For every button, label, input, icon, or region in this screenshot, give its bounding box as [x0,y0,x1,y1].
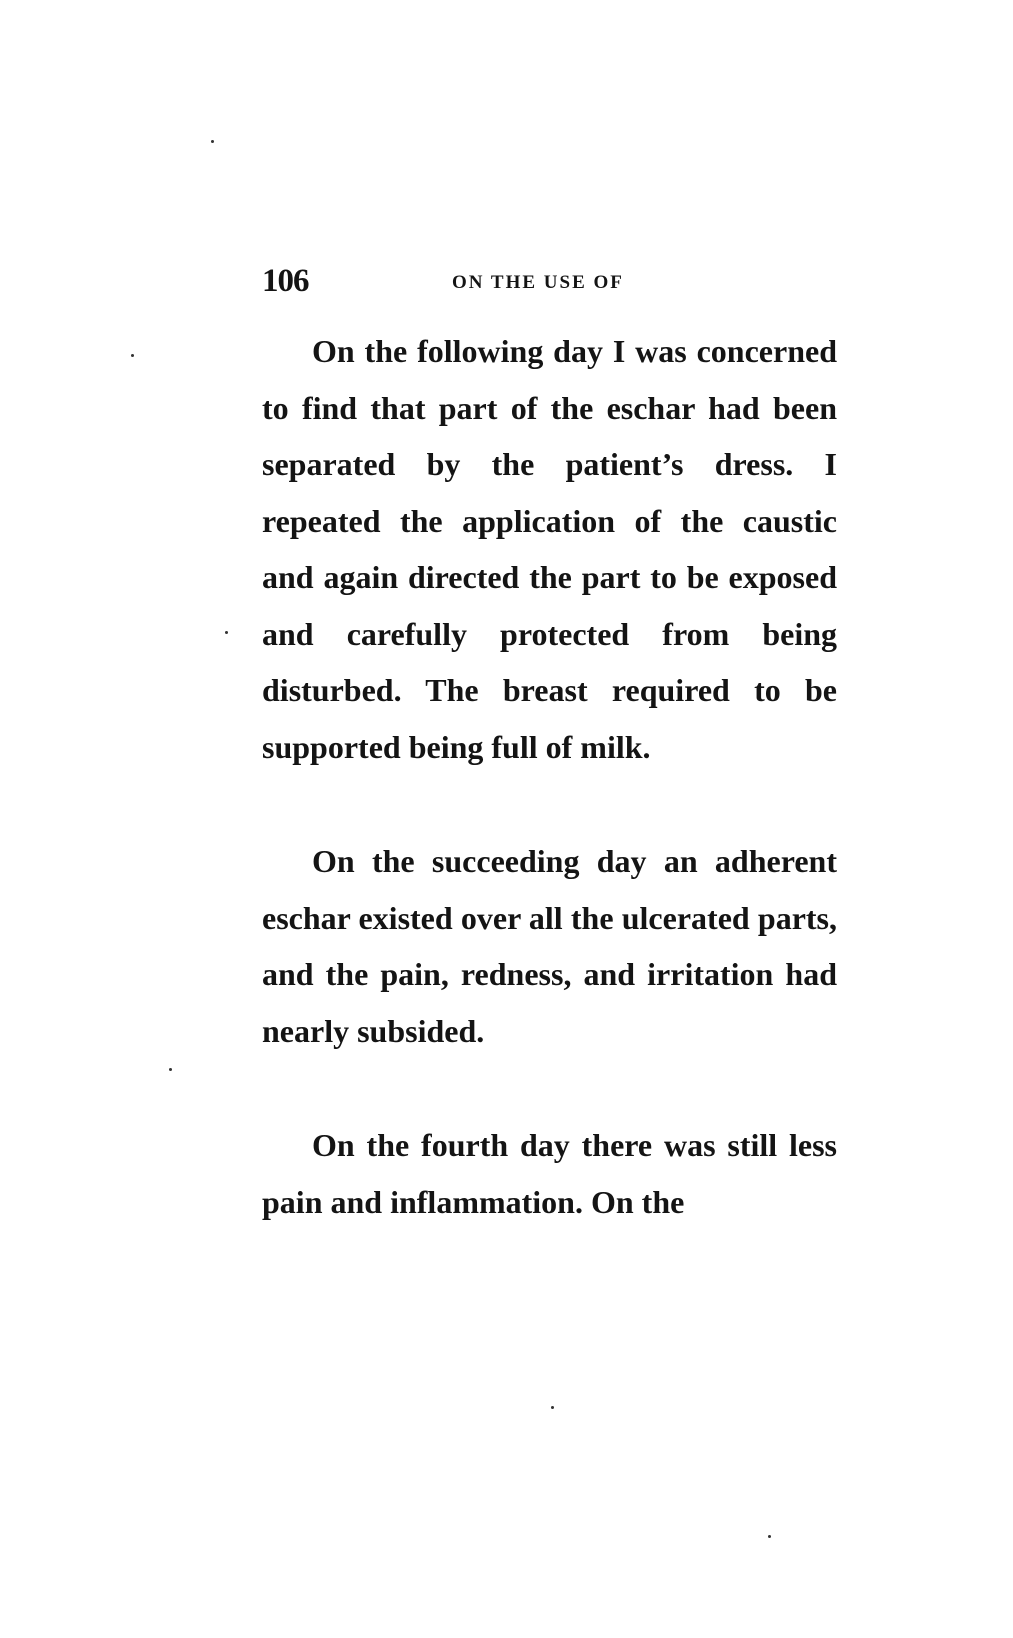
paragraph-3: On the fourth day there was still less pain and inflammation. On the [262,1127,837,1220]
scan-speck [169,1068,172,1071]
scan-speck [225,631,228,634]
paragraph-1: On the following day I was concerned to find that part of the eschar had been separated by the patient’s dress. I repeated the application of the caustic and again directed the part to be exposed and carefully protected from being disturbed. The breast required to be supported being full of milk. [262,333,837,765]
scan-speck [551,1406,554,1409]
paragraph-2: On the succeeding day an adherent eschar existed over all the ulcerated parts, and the pain, redness, and irritation had nearly subsided. [262,843,837,1049]
running-head: ON THE USE OF [452,272,624,293]
page-number: 106 [262,263,309,299]
scan-speck [211,140,214,143]
body-text [262,323,837,1230]
scan-speck [768,1535,771,1538]
page-header [262,263,842,303]
scan-speck [131,354,134,357]
